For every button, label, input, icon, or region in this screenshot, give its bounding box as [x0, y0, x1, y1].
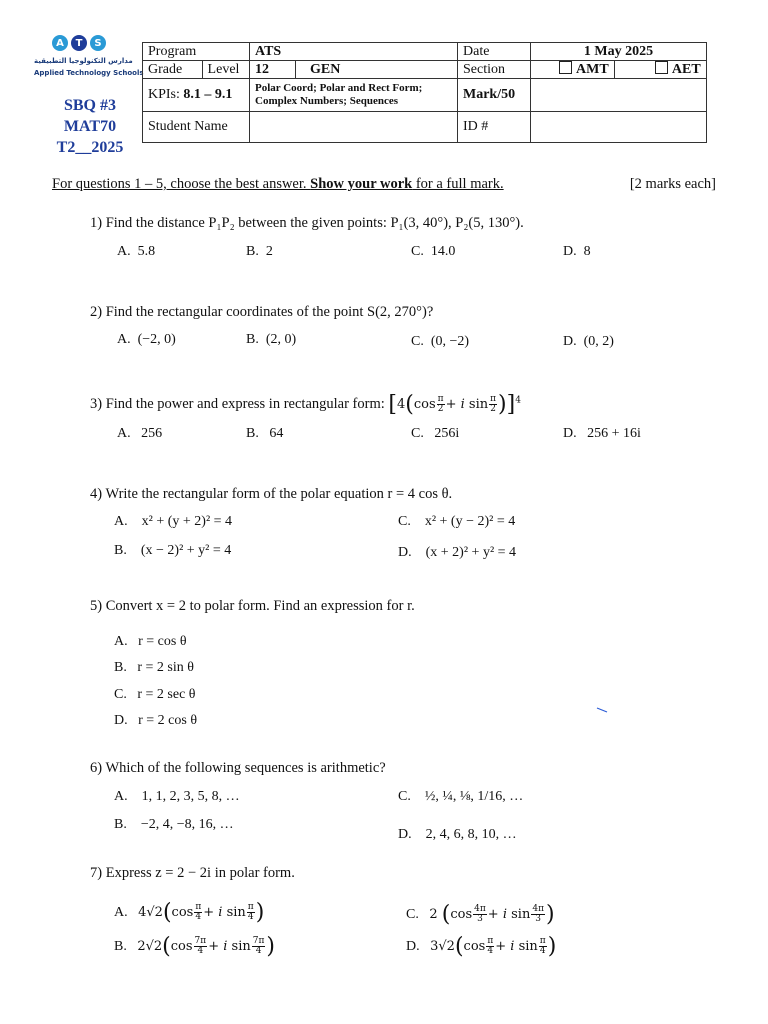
- option-text: 2, 4, 6, 8, 10, …: [425, 827, 517, 842]
- option-letter: A.: [114, 634, 128, 649]
- option-letter: B.: [114, 817, 127, 832]
- option-5c[interactable]: [114, 687, 195, 703]
- option-4a[interactable]: [114, 514, 232, 530]
- option-1b[interactable]: [246, 244, 273, 260]
- option-letter: B.: [114, 543, 127, 558]
- section-aet[interactable]: [614, 61, 706, 79]
- option-6d[interactable]: [398, 827, 517, 843]
- question-number: 5): [90, 598, 103, 614]
- option-letter: C.: [411, 244, 424, 259]
- section-label: Section: [458, 61, 531, 79]
- option-7d[interactable]: [406, 934, 556, 959]
- topics-cell: [250, 79, 458, 112]
- option-5a[interactable]: [114, 634, 187, 650]
- level-label: Level: [202, 61, 249, 79]
- level-value: GEN: [296, 61, 458, 79]
- option-letter: D.: [406, 939, 420, 954]
- modulus: 2: [429, 907, 438, 922]
- option-text: 256i: [434, 426, 460, 441]
- option-letter: A.: [117, 332, 131, 347]
- question-text: Which of the following sequences is arithmetic?: [105, 760, 386, 776]
- instructions-post: for a full mark.: [412, 176, 504, 192]
- question-text: Find the power and express in rectangular form:: [105, 396, 385, 412]
- question-2: [90, 304, 433, 321]
- logo-english-text: Applied Technology Schools: [34, 69, 144, 77]
- option-letter: A.: [114, 514, 128, 529]
- option-2a[interactable]: [117, 332, 176, 348]
- question-text: Express z = 2 − 2i in polar form.: [105, 865, 295, 881]
- option-text: (0, −2): [430, 334, 470, 349]
- option-letter: D.: [563, 334, 577, 349]
- option-4d[interactable]: [398, 545, 516, 561]
- power-expression: [4(cos $\frac{\pi}{2}$ + i sin $\frac{\pi}{2}$ )]$^4$: [388, 392, 521, 417]
- option-text: r = cos θ: [138, 634, 187, 649]
- option-text: 1, 1, 2, 3, 5, 8, …: [141, 789, 240, 804]
- option-text: 5.8: [137, 244, 156, 259]
- question-number: 1): [90, 215, 103, 231]
- logo-letter-s: S: [90, 35, 106, 51]
- grade-label: Grade: [143, 61, 203, 79]
- aet-checkbox[interactable]: [655, 61, 668, 74]
- option-text: 2: [265, 244, 273, 259]
- option-text: r = 2 cos θ: [138, 713, 198, 728]
- option-letter: D.: [398, 545, 412, 560]
- section-amt[interactable]: [531, 61, 615, 79]
- option-letter: B.: [114, 939, 127, 954]
- option-letter: C.: [114, 687, 127, 702]
- question-3: [90, 392, 521, 417]
- option-6b[interactable]: [114, 817, 234, 833]
- kpis-label: KPIs:: [148, 87, 180, 102]
- kpis-cell: [143, 79, 250, 112]
- option-2b[interactable]: [246, 332, 296, 348]
- option-2d[interactable]: [563, 334, 614, 350]
- option-text: 256: [141, 426, 163, 441]
- option-letter: B.: [246, 332, 259, 347]
- id-field[interactable]: [531, 112, 707, 143]
- option-letter: D.: [563, 244, 577, 259]
- option-text: x² + (y − 2)² = 4: [424, 514, 516, 529]
- option-letter: D.: [114, 713, 128, 728]
- option-letter: D.: [398, 827, 412, 842]
- option-3d[interactable]: [563, 426, 641, 442]
- option-letter: C.: [411, 426, 424, 441]
- modulus: 4√2: [138, 905, 163, 920]
- option-letter: A.: [117, 244, 131, 259]
- question-text: Find the rectangular coordinates of the point S(2, 270°)?: [105, 304, 434, 320]
- marks-note: [2 marks each]: [629, 176, 716, 192]
- option-5b[interactable]: [114, 660, 194, 676]
- logo-letter-a: A: [52, 35, 68, 51]
- question-text: Find the distance P₁P₂ between the given points: P₁(3, 40°), P₂(5, 130°).: [105, 215, 524, 231]
- option-text: r = 2 sin θ: [137, 660, 194, 675]
- question-text: Convert x = 2 to polar form. Find an expression for r.: [105, 598, 415, 614]
- grade-value: 12: [250, 61, 296, 79]
- school-logo: [34, 33, 144, 85]
- option-2c[interactable]: [411, 334, 469, 350]
- header-table: [142, 42, 707, 143]
- question-text: Write the rectangular form of the polar equation r = 4 cos θ.: [105, 486, 453, 502]
- question-1: [90, 215, 524, 232]
- amt-checkbox[interactable]: [559, 61, 572, 74]
- question-7: [90, 865, 295, 882]
- option-7a[interactable]: [114, 900, 264, 925]
- id-label: ID #: [458, 112, 531, 143]
- modulus: 2√2: [137, 939, 163, 954]
- option-text: −2, 4, −8, 16, …: [140, 817, 234, 832]
- option-text: 8: [583, 244, 591, 259]
- mark-field[interactable]: [531, 79, 707, 112]
- logo-letter-t: T: [71, 35, 87, 51]
- option-letter: D.: [563, 426, 577, 441]
- amt-label: AMT: [576, 62, 609, 77]
- option-4b[interactable]: [114, 543, 231, 559]
- instructions-bold: Show your work: [310, 176, 413, 192]
- option-7b[interactable]: [114, 934, 275, 959]
- option-5d[interactable]: [114, 713, 197, 729]
- option-text: x² + (y + 2)² = 4: [141, 514, 233, 529]
- option-4c[interactable]: [398, 514, 515, 530]
- option-text: 14.0: [430, 244, 456, 259]
- option-letter: A.: [117, 426, 131, 441]
- option-letter: C.: [398, 789, 411, 804]
- option-text: ½, ¼, ⅛, 1/16, …: [424, 789, 524, 804]
- instructions: [52, 176, 504, 193]
- option-text: (2, 0): [265, 332, 297, 347]
- question-number: 3): [90, 396, 103, 412]
- option-3c[interactable]: [411, 426, 459, 442]
- option-letter: A.: [114, 789, 128, 804]
- option-text: r = 2 sec θ: [137, 687, 196, 702]
- question-6: [90, 760, 386, 777]
- option-1a[interactable]: [117, 244, 155, 260]
- date-value: 1 May 2025: [531, 43, 707, 61]
- option-6c[interactable]: [398, 789, 523, 805]
- option-letter: C.: [398, 514, 411, 529]
- exam-code: [48, 95, 132, 158]
- option-text: (0, 2): [583, 334, 614, 349]
- option-1d[interactable]: [563, 244, 591, 260]
- question-number: 2): [90, 304, 103, 320]
- option-letter: C.: [406, 907, 419, 922]
- question-5: [90, 598, 415, 615]
- option-letter: B.: [246, 244, 259, 259]
- program-label: Program: [143, 43, 250, 61]
- option-text: (x − 2)² + y² = 4: [140, 543, 232, 558]
- topics-line-1: Polar Coord; Polar and Rect Form;: [255, 82, 423, 94]
- option-text: (x + 2)² + y² = 4: [425, 545, 517, 560]
- topics-line-2: Complex Numbers; Sequences: [255, 95, 398, 107]
- option-3a[interactable]: [117, 426, 162, 442]
- option-7c[interactable]: [406, 902, 555, 927]
- pen-mark: [596, 707, 608, 713]
- date-label: Date: [458, 43, 531, 61]
- aet-label: AET: [671, 62, 701, 77]
- question-number: 7): [90, 865, 103, 881]
- modulus: 3√2: [430, 939, 455, 954]
- option-letter: A.: [114, 905, 128, 920]
- logo-arabic-text: مدارس التكنولوجيا التطبيقية: [34, 57, 133, 65]
- option-letter: B.: [246, 426, 259, 441]
- option-text: 2√2(cos $\frac{7\pi}{4}$ + i sin $\frac{7\pi}{4}$ ): [137, 934, 275, 959]
- option-text: 4√2(cos $\frac{\pi}{4}$ + i sin $\frac{\pi}{4}$ ): [138, 900, 265, 925]
- sbq-line-2: MAT70: [63, 118, 117, 135]
- mark-label: Mark/50: [458, 79, 531, 112]
- option-text: 256 + 16i: [587, 426, 641, 441]
- program-value: ATS: [250, 43, 458, 61]
- sbq-line-1: SBQ #3: [63, 97, 116, 114]
- option-text: 2 (cos $\frac{4\pi}{3}$ + i sin $\frac{4\pi}{3}$ ): [429, 902, 555, 927]
- question-number: 6): [90, 760, 103, 776]
- option-6a[interactable]: [114, 789, 240, 805]
- option-text: 3√2(cos $\frac{\pi}{4}$ + i sin $\frac{\pi}{4}$ ): [430, 934, 557, 959]
- student-name-field[interactable]: [250, 112, 458, 143]
- option-text: (−2, 0): [137, 332, 176, 347]
- option-3b[interactable]: [246, 426, 283, 442]
- student-name-label: Student Name: [143, 112, 250, 143]
- question-4: [90, 486, 452, 503]
- logo-icon: [52, 35, 106, 51]
- sbq-line-3: T2__2025: [56, 139, 124, 156]
- option-letter: C.: [411, 334, 424, 349]
- option-1c[interactable]: [411, 244, 455, 260]
- instructions-pre: For questions 1 – 5, choose the best answer.: [52, 176, 311, 192]
- option-text: 64: [269, 426, 284, 441]
- question-number: 4): [90, 486, 103, 502]
- kpis-value: 8.1 – 9.1: [183, 87, 233, 102]
- option-letter: B.: [114, 660, 127, 675]
